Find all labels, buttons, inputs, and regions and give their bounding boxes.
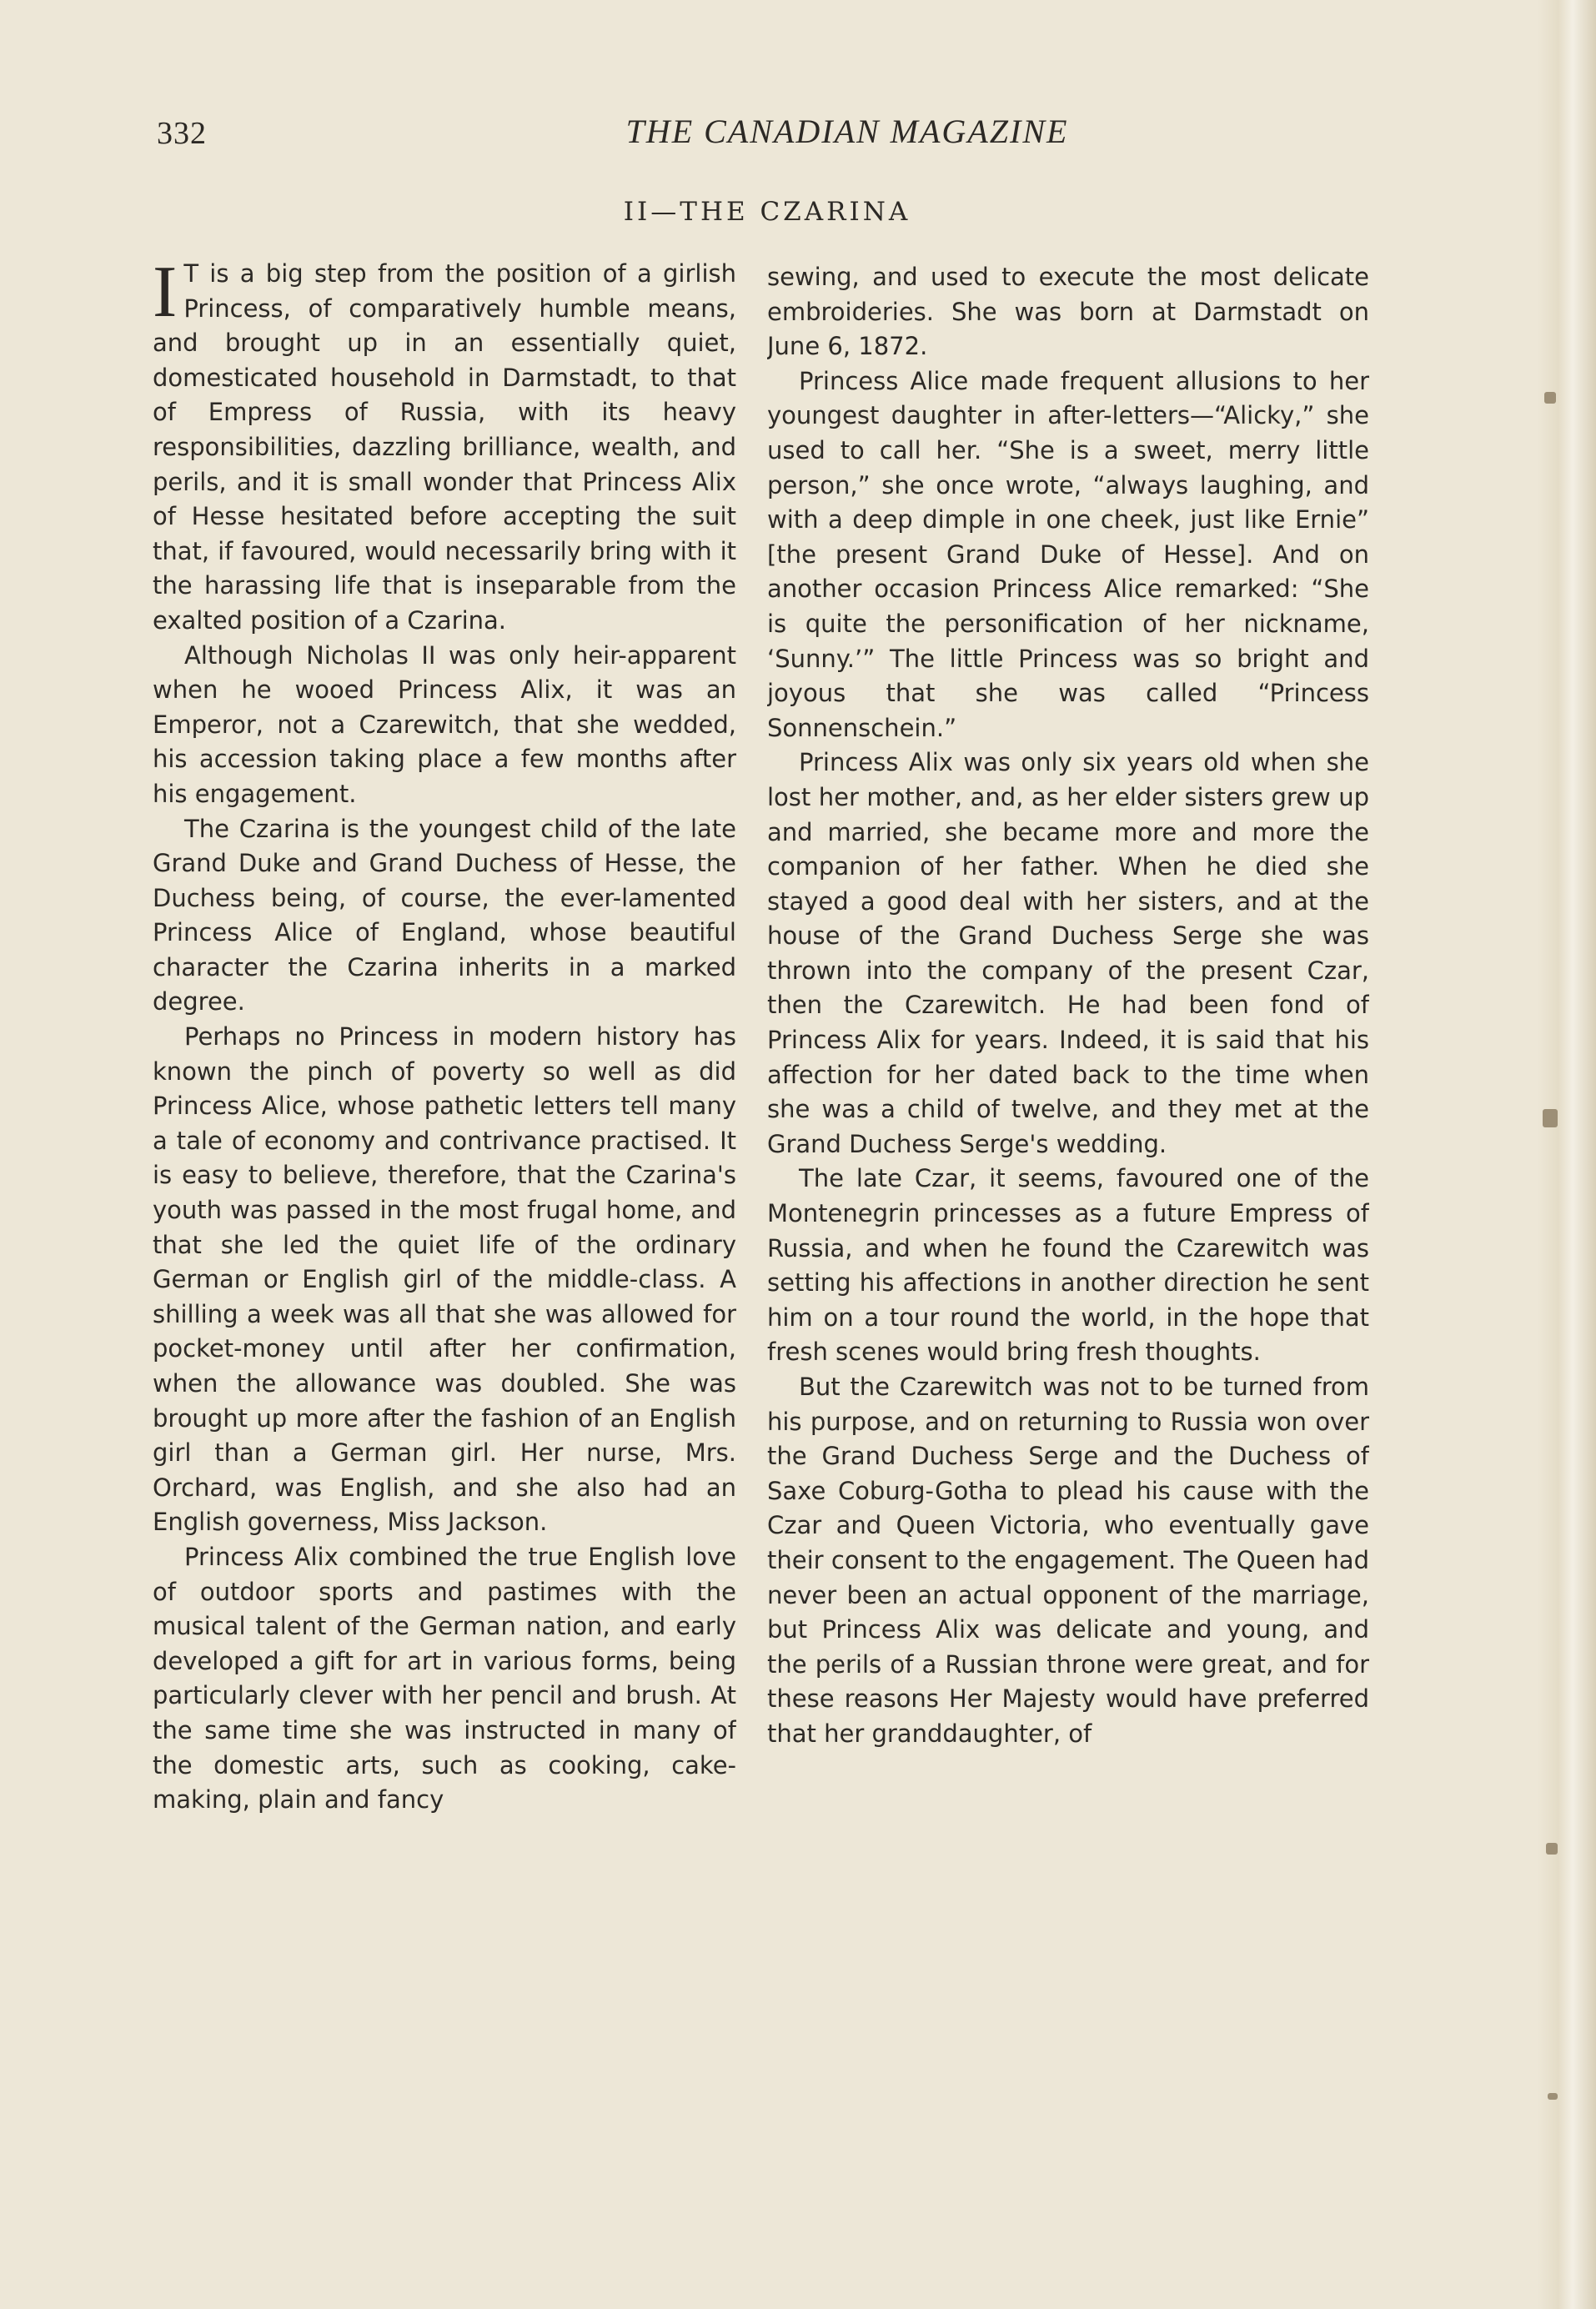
article-paragraph: The Czarina is the youngest child of the late Grand Duke and Grand Duchess of Hesse, the Duchess being, of course, the ever-lamented Princess Alice of England, whose beautiful character the Czarina inherits in a marked degree.	[153, 814, 736, 1016]
page-edge	[1538, 0, 1596, 2309]
article-paragraph-continued: sewing, and used to execute the most delicate embroideries. She was born at Darmstadt on June 6, 1872.	[767, 263, 1369, 361]
article-column-left	[153, 257, 736, 2116]
article-paragraph	[153, 257, 736, 639]
article-paragraph: The late Czar, it seems, favoured one of the Montenegrin princesses as a future Empress of Russia, and when he found the Czarewitch was setting his affections in another direction he sent him on a tour round the world, in the hope that fresh scenes would bring fresh thoughts.	[767, 1164, 1369, 1367]
edge-mark	[1548, 2093, 1558, 2100]
magazine-title: THE CANADIAN MAGAZINE	[625, 113, 1069, 150]
edge-mark	[1546, 1843, 1558, 1855]
drop-cap: I	[153, 257, 178, 333]
article-paragraph: Perhaps no Princess in modern history has known the pinch of poverty so well as did Princess Alice, whose pathetic letters tell many a tale of economy and contrivance practised. It is easy to believe, therefore, that the Czarina's youth was passed in the most frugal home, and that she led the quiet life of the ordinary German or English girl of the middle-class. A shilling a week was all that she was allowed for pocket-money until after her confirmation, when the allowance was doubled. She was brought up more after the fashion of an English girl than a German girl. Her nurse, Mrs. Orchard, was English, and she also had an English governess, Miss Jackson.	[153, 1022, 736, 1537]
running-header	[157, 108, 1391, 158]
article-column-right	[767, 260, 1369, 2116]
edge-mark	[1544, 392, 1556, 404]
article-paragraph: But the Czarewitch was not to be turned from his purpose, and on returning to Russia won over the Grand Duchess Serge and the Duchess of Saxe Coburg-Gotha to plead his cause with the Czar and Queen Victoria, who eventually gave their consent to the engagement. The Queen had never been an actual opponent of the marriage, but Princess Alix was delicate and young, and the perils of a Russian throne were great, and for these reasons Her Majesty would have preferred that her granddaughter, of	[767, 1373, 1369, 1748]
section-heading: II—THE CZARINA	[623, 197, 911, 227]
edge-mark	[1543, 1109, 1558, 1127]
article-paragraph: Princess Alice made frequent allusions to her youngest daughter in after-letters—“Alicky,” she used to call her. “She is a sweet, merry little person,” she once wrote, “always laughing, and with a deep dimple in one cheek, just like Ernie” [the present Grand Duke of Hesse]. And on another occasion Princess Alice remarked: “She is quite the personification of her nickname, ‘Sunny.’” The little Princess was so bright and joyous that she was called “Princess Sonnenschein.”	[767, 366, 1369, 742]
page-number: 332	[157, 116, 207, 151]
article-paragraph: Although Nicholas II was only heir-apparent when he wooed Princess Alix, it was an Emperor, not a Czarewitch, that she wedded, his accession taking place a few months after his engagement.	[153, 640, 736, 808]
article-paragraph: Princess Alix was only six years old when she lost her mother, and, as her elder sisters grew up and married, she became more and more the companion of her father. When he died she stayed a good deal with her sisters, and at the house of the Grand Duchess Serge she was thrown into the company of the present Czar, then the Czarewitch. He had been fond of Princess Alix for years. Indeed, it is said that his affection for her dated back to the time when she was a child of twelve, and they met at the Grand Duchess Serge's wedding.	[767, 748, 1369, 1158]
paragraph-text: T is a big step from the position of a girlish Princess, of comparatively humble means, and brought up in an essentially quiet, domesticated household in Darmstadt, to that of Empress of Russia, with its heavy responsibilities, dazzling brilliance, wealth, and perils, and it is small wonder that Princess Alix of Hesse hesitated before accepting the suit that, if favoured, would necessarily bring with it the harassing life that is inseparable from the exalted position of a Czarina.	[153, 259, 736, 635]
article-paragraph: Princess Alix combined the true English love of outdoor sports and pastimes with the musical talent of the German nation, and early developed a gift for art in various forms, being particularly clever with her pencil and brush. At the same time she was instructed in many of the domestic arts, such as cooking, cake-making, plain and fancy	[153, 1542, 736, 1815]
